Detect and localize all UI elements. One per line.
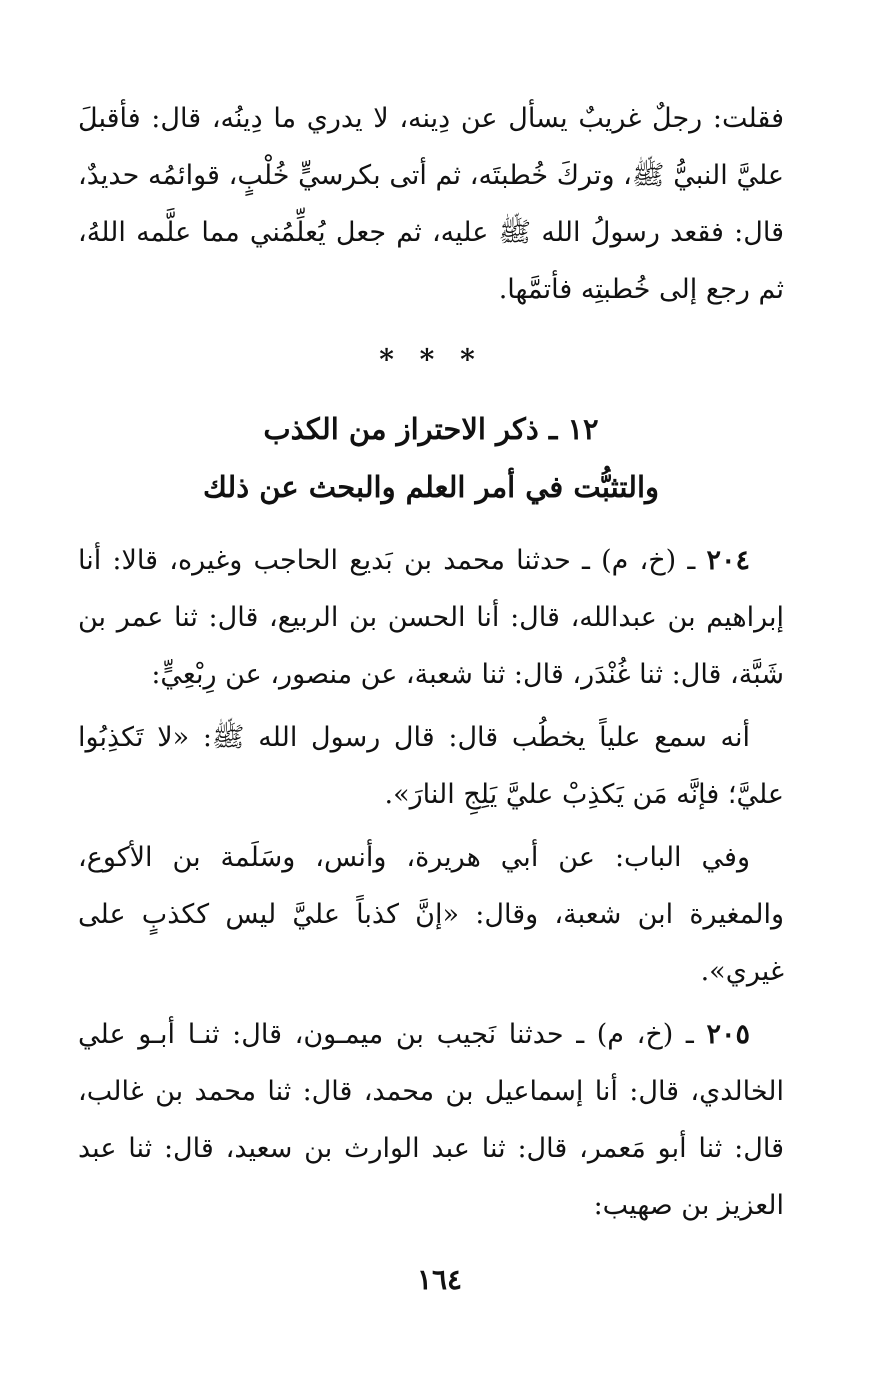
section-separator: * * * — [379, 343, 483, 376]
chapter-title-line-2: والتثبُّت في أمر العلم والبحث عن ذلك — [202, 470, 660, 504]
hadith-204-bab: وفي الباب: عن أبي هريرة، وأنس، وسَلَمة بن الأكوع، والمغيرة ابن شعبة، وقال: «إنَّ كذباً عليَّ ليس ككذبٍ على غيري». — [78, 842, 784, 987]
hadith-205-isnad-text: ـ (خ، م) ـ حدثنا نَجيب بن ميمـون، قال: ثنـا أبـو علي الخالدي، قال: أنا إسماعيل بن محمد، قال: ثنا محمد بن غالب، قال: ثنا أبو مَعمر، قال: ثنا عبد الوارث بن سعيد، قال: ثنا عبد العزيز بن صهيب: — [78, 1019, 784, 1221]
hadith-205-isnad — [78, 1006, 784, 1234]
chapter-heading — [78, 400, 784, 516]
page-number: ١٦٤ — [416, 1263, 463, 1296]
page-body — [78, 90, 784, 1234]
hadith-204-number: ٢٠٤ — [706, 545, 750, 576]
paragraph-continuation: فقلت: رجلٌ غريبٌ يسأل عن دِينه، لا يدري ما دِينُه، قال: فأقبلَ عليَّ النبيُّ ﷺ، وتركَ خُطبتَه، ثم أتى بكرسيٍّ خُلْبٍ، قوائمُه حديدٌ، قال: فقعد رسولُ الله ﷺ عليه، ثم جعل يُعلِّمُني مما علَّمه اللهُ، ثم رجع إلى خُطبتِه فأتمَّها. — [78, 103, 784, 305]
hadith-204-isnad-text: ـ (خ، م) ـ حدثنا محمد بن بَديع الحاجب وغيره، قالا: أنا إبراهيم بن عبدالله، قال: أنا الحسن بن الربيع، قال: ثنا عمر بن شَبَّة، قال: ثنا غُنْدَر، قال: ثنا شعبة، عن منصور، عن رِبْعِيٍّ: — [78, 545, 784, 690]
hadith-204-matn: أنه سمع علياً يخطُب قال: قال رسول الله ﷺ: «لا تَكذِبُوا عليَّ؛ فإنَّه مَن يَكذِبْ عليَّ يَلِجِ النارَ». — [78, 722, 784, 810]
hadith-205-number: ٢٠٥ — [706, 1019, 750, 1050]
chapter-title-line-1: ١٢ ـ ذكر الاحتراز من الكذب — [263, 412, 599, 446]
hadith-204-isnad — [78, 532, 784, 703]
